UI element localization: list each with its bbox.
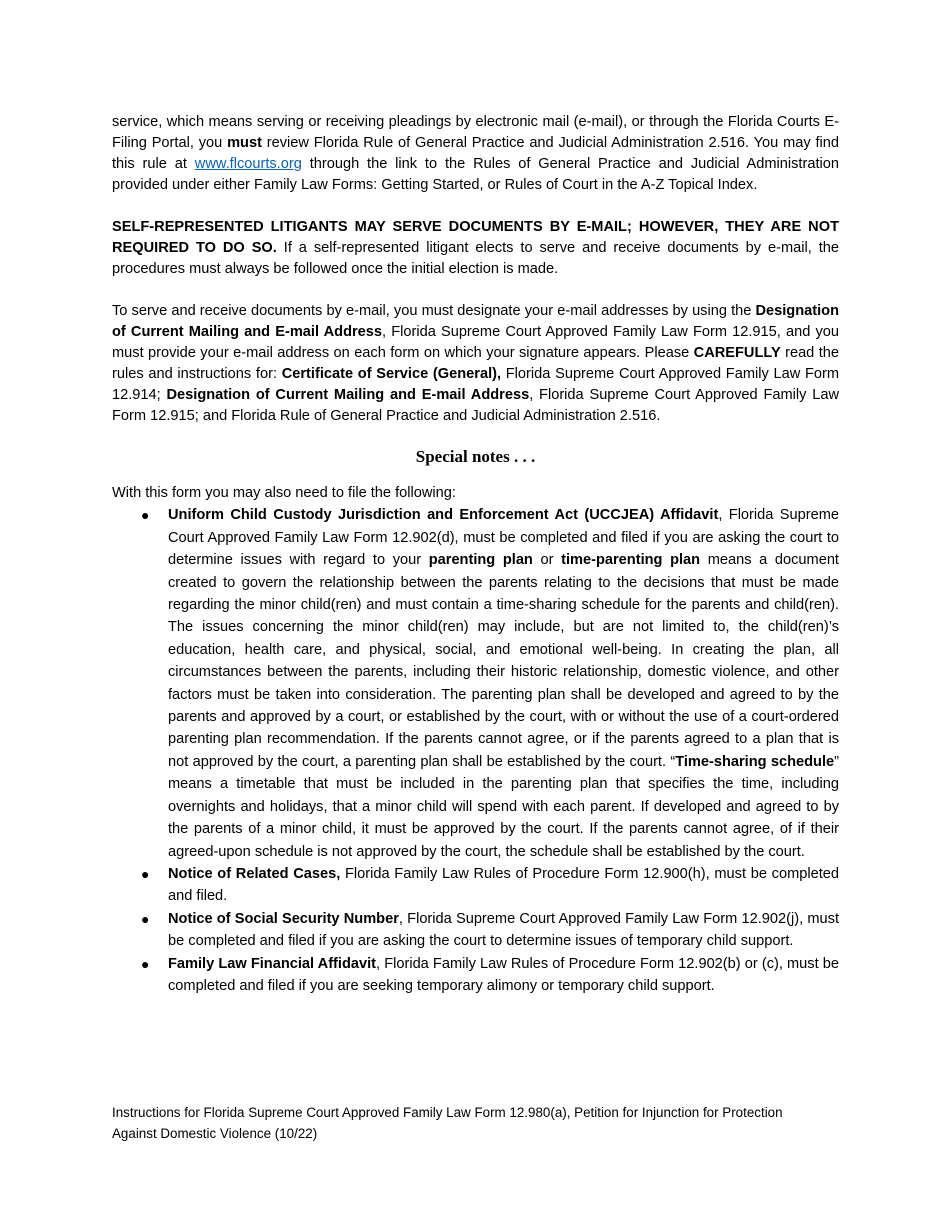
text-run: read the rules and instructions for:: [112, 345, 839, 382]
list-item-financial-affidavit: [141, 953, 839, 998]
bold-text: CAREFULLY: [693, 345, 781, 361]
text-run: Florida Family Law Rules of Procedure Form 12.900(h), must be completed and filed.: [168, 865, 839, 905]
text-run: , Florida Supreme Court Approved Family Law Form 12.915, and you must provide your e-mail address on each form on which your signature appears. Please: [112, 324, 839, 361]
section-heading: Special notes . . .: [415, 447, 536, 466]
text-run: , Florida Family Law Rules of Procedure Form 12.902(b) or (c), must be completed and filed if you are seeking temporary alimony or temporary child support.: [168, 955, 839, 994]
bold-text: parenting plan: [428, 552, 533, 569]
flcourts-link[interactable]: www.flcourts.org: [194, 156, 302, 172]
footer-line-2: Against Domestic Violence (10/22): [112, 1126, 318, 1141]
intro-text: With this form you may also need to file the following:: [112, 485, 456, 501]
bold-text: Uniform Child Custody Jurisdiction and Enforcement Act (UCCJEA) Affidavit: [168, 507, 719, 524]
bold-text: SELF-REPRESENTED LITIGANTS MAY SERVE DOCUMENTS BY E-MAIL; HOWEVER, THEY ARE NOT REQUIRED TO DO SO.: [112, 219, 839, 256]
page-footer: [112, 1102, 852, 1144]
paragraph-designation: [112, 301, 839, 427]
bullet-icon: ●: [141, 955, 150, 972]
bold-text: Certificate of Service (General),: [281, 366, 502, 382]
text-run: To serve and receive documents by e-mail, you must designate your e-mail addresses by using the: [112, 303, 756, 319]
bold-text: Designation of Current Mailing and E-mail Address: [166, 387, 530, 403]
document-page: [112, 112, 839, 997]
text-run: or: [532, 552, 562, 569]
text-run: If a self-represented litigant elects to serve and receive documents by e-mail, the procedures must always be followed once the initial election is made.: [112, 240, 839, 277]
text-run: review Florida Rule of General Practice and Judicial Administration 2.516. You may find this rule at: [112, 135, 839, 172]
text-run: Florida Supreme Court Approved Family Law Form 12.914;: [112, 366, 839, 403]
list-item-ssn: [141, 908, 839, 953]
bold-text: Time-sharing schedule: [675, 753, 835, 770]
bold-text: must: [227, 135, 262, 151]
text-run: , Florida Supreme Court Approved Family Law Form 12.902(d), must be completed and filed if you are asking the court to determine issues with regard to your: [168, 507, 839, 569]
text-run: service, which means serving or receiving pleadings by electronic mail (e-mail), or through the Florida Courts E-Filing Portal, you: [112, 114, 839, 151]
bold-text: Family Law Financial Affidavit: [168, 955, 377, 972]
text-run: means a document created to govern the relationship between the parents relating to the decisions that must be made regarding the minor child(ren) and must contain a time-sharing schedule for the parents and child(ren). The issues concerning the minor child(ren) may include, but are not limited to, the child(ren)’s education, health care, and physical, social, and emotional well-being. In creating the plan, all circumstances between the parents, including their historic relationship, domestic violence, and other factors must be taken into consideration. The parenting plan shall be developed and agreed to by the parents and approved by a court, or established by the court, with or without the use of a court-ordered parenting plan recommendation. If the parents cannot agree, or if the parents agreed to a plan that is not approved by the court, a parenting plan shall be established by the court. “: [168, 552, 839, 770]
bold-text: Notice of Social Security Number: [168, 910, 399, 927]
list-item-related-cases: [141, 863, 839, 908]
paragraph-self-represented: [112, 217, 839, 280]
text-run: , Florida Supreme Court Approved Family Law Form 12.902(j), must be completed and filed if you are asking the court to determine issues of temporary child support.: [168, 910, 839, 950]
text-run: ” means a timetable that must be included in the parenting plan that specifies the time, including overnights and holidays, that a minor child will spend with each parent. If developed and agreed to by the parents of a minor child, it must be approved by the court. If the parents cannot agree, of if their agreed-upon schedule is not approved by the court, the schedule shall be established by the court.: [168, 753, 840, 860]
footer-line-1: Instructions for Florida Supreme Court Approved Family Law Form 12.980(a), Petition for Injunction for Protection: [112, 1105, 783, 1120]
bold-text: time-parenting plan: [561, 552, 701, 569]
bullet-icon: ●: [141, 507, 150, 524]
bullet-icon: ●: [141, 865, 150, 882]
paragraph-eservice: [112, 112, 839, 196]
bullet-icon: ●: [141, 910, 150, 927]
text-run: through the link to the Rules of General Practice and Judicial Administration provided under either Family Law Forms: Getting Started, or Rules of Court in the A-Z Topical Index.: [112, 156, 839, 193]
required-forms-list: [112, 504, 839, 997]
list-item-uccjea: [141, 504, 840, 863]
bold-text: Notice of Related Cases,: [168, 865, 341, 882]
bold-text: Designation of Current Mailing and E-mail Address: [112, 303, 839, 340]
text-run: , Florida Supreme Court Approved Family Law Form 12.915; and Florida Rule of General Practice and Judicial Administration 2.516.: [112, 387, 839, 424]
